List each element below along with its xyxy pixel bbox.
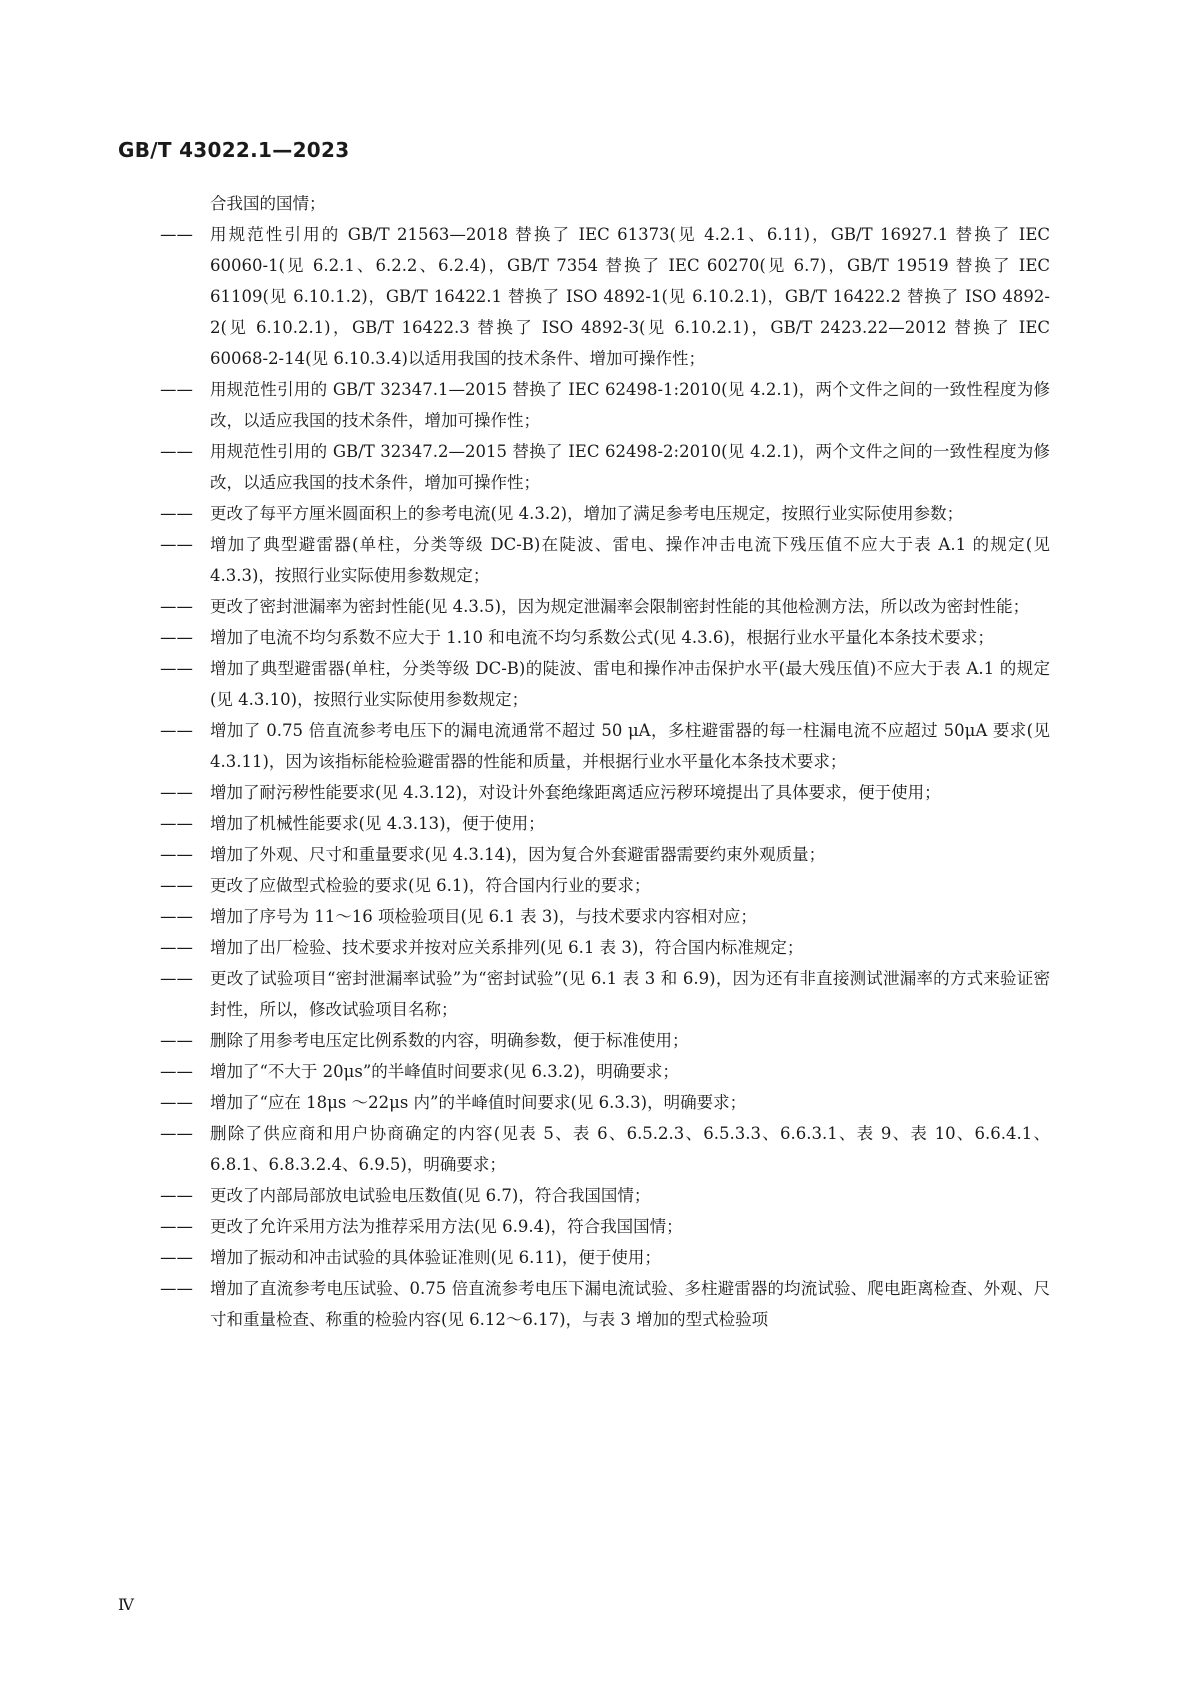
list-item <box>160 901 1050 932</box>
dash-bullet: —— <box>160 938 193 957</box>
list-item-text: 更改了密封泄漏率为密封性能(见 4.3.5)，因为规定泄漏率会限制密封性能的其他检测方法，所以改为密封性能； <box>210 597 1030 616</box>
list-item <box>160 932 1050 963</box>
list-item <box>160 1025 1050 1056</box>
dash-bullet: —— <box>160 442 193 461</box>
list-item-text: 增加了“应在 18μs ～22μs 内”的半峰值时间要求(见 6.3.3)，明确要求； <box>210 1093 747 1112</box>
dash-bullet: —— <box>160 1031 193 1050</box>
dash-bullet: —— <box>160 1217 193 1236</box>
dash-bullet: —— <box>160 659 193 678</box>
dash-bullet: —— <box>160 845 193 864</box>
list-item-text: 增加了典型避雷器(单柱，分类等级 DC-B)在陡波、雷电、操作冲击电流下残压值不应大于表 A.1 的规定(见 4.3.3)，按照行业实际使用参数规定； <box>210 535 1050 585</box>
dash-bullet: —— <box>160 535 193 554</box>
list-item <box>160 839 1050 870</box>
dash-bullet: —— <box>160 1062 193 1081</box>
continuation-text: 合我国的国情； <box>210 194 326 213</box>
dash-bullet: —— <box>160 969 193 988</box>
list-item-text: 增加了耐污秽性能要求(见 4.3.12)，对设计外套绝缘距离适应污秽环境提出了具体要求，便于使用； <box>210 783 941 802</box>
dash-bullet: —— <box>160 380 193 399</box>
dash-bullet: —— <box>160 721 193 740</box>
dash-bullet: —— <box>160 1248 193 1267</box>
list-item-text: 增加了直流参考电压试验、0.75 倍直流参考电压下漏电流试验、多柱避雷器的均流试验、爬电距离检查、外观、尺寸和重量检查、称重的检验内容(见 6.12～6.17)，与表 3 增加的型式检验项 <box>210 1279 1050 1329</box>
list-item-text: 增加了序号为 11～16 项检验项目(见 6.1 表 3)，与技术要求内容相对应； <box>210 907 757 926</box>
list-item <box>160 963 1050 1025</box>
list-item-text: 增加了“不大于 20μs”的半峰值时间要求(见 6.3.2)，明确要求； <box>210 1062 679 1081</box>
list-item-text: 更改了允许采用方法为推荐采用方法(见 6.9.4)，符合我国国情； <box>210 1217 683 1236</box>
dash-bullet: —— <box>160 783 193 802</box>
list-item-text: 更改了应做型式检验的要求(见 6.1)，符合国内行业的要求； <box>210 876 651 895</box>
dash-bullet: —— <box>160 814 193 833</box>
list-item-text: 更改了每平方厘米圆面积上的参考电流(见 4.3.2)，增加了满足参考电压规定，按照行业实际使用参数； <box>210 504 964 523</box>
list-item <box>160 715 1050 777</box>
list-item <box>160 653 1050 715</box>
list-item <box>160 870 1050 901</box>
list-item-text: 更改了试验项目“密封泄漏率试验”为“密封试验”(见 6.1 表 3 和 6.9)，因为还有非直接测试泄漏率的方式来验证密封性，所以，修改试验项目名称； <box>210 969 1050 1019</box>
dash-bullet: —— <box>160 225 193 244</box>
list-item-text: 用规范性引用的 GB/T 21563—2018 替换了 IEC 61373(见 4.2.1、6.11)，GB/T 16927.1 替换了 IEC 60060-1(见 6.2.1、6.2.2、6.2.4)，GB/T 7354 替换了 IEC 60270(见 6.7)，GB/T 19519 替换了 IEC 61109(见 6.10.1.2)，GB/T 16422.1 替换了 ISO 4892-1(见 6.10.2.1)，GB/T 16422.2 替换了 ISO 4892-2(见 6.10.2.1)，GB/T 16422.3 替换了 ISO 4892-3(见 6.10.2.1)，GB/T 2423.22—2012 替换了 IEC 60068-2-14(见 6.10.3.4)以适用我国的技术条件、增加可操作性； <box>210 225 1050 368</box>
change-list <box>160 219 1050 1335</box>
list-item-text: 增加了机械性能要求(见 4.3.13)，便于使用； <box>210 814 545 833</box>
dash-bullet: —— <box>160 1186 193 1205</box>
list-item-text: 增加了外观、尺寸和重量要求(见 4.3.14)，因为复合外套避雷器需要约束外观质量； <box>210 845 826 864</box>
list-item <box>160 591 1050 622</box>
list-item <box>160 498 1050 529</box>
list-item <box>160 1180 1050 1211</box>
list-item <box>160 219 1050 374</box>
list-item <box>160 529 1050 591</box>
dash-bullet: —— <box>160 504 193 523</box>
list-item-text: 更改了内部局部放电试验电压数值(见 6.7)，符合我国国情； <box>210 1186 651 1205</box>
list-item <box>160 808 1050 839</box>
list-item-text: 增加了典型避雷器(单柱，分类等级 DC-B)的陡波、雷电和操作冲击保护水平(最大残压值)不应大于表 A.1 的规定(见 4.3.10)，按照行业实际使用参数规定； <box>210 659 1050 709</box>
list-item <box>160 1056 1050 1087</box>
list-item <box>160 1087 1050 1118</box>
dash-bullet: —— <box>160 876 193 895</box>
list-item <box>160 374 1050 436</box>
list-item <box>160 622 1050 653</box>
list-item-text: 增加了出厂检验、技术要求并按对应关系排列(见 6.1 表 3)，符合国内标准规定； <box>210 938 804 957</box>
list-item <box>160 1242 1050 1273</box>
list-item-text: 删除了用参考电压定比例系数的内容，明确参数，便于标准使用； <box>210 1031 689 1050</box>
dash-bullet: —— <box>160 1124 193 1143</box>
list-item-text: 删除了供应商和用户协商确定的内容(见表 5、表 6、6.5.2.3、6.5.3.3、6.6.3.1、表 9、表 10、6.6.4.1、6.8.1、6.8.3.2.4、6.9.5)，明确要求； <box>210 1124 1050 1174</box>
dash-bullet: —— <box>160 907 193 926</box>
dash-bullet: —— <box>160 1279 193 1298</box>
dash-bullet: —— <box>160 597 193 616</box>
dash-bullet: —— <box>160 628 193 647</box>
list-item <box>160 1118 1050 1180</box>
document-body <box>160 188 1050 1335</box>
list-item-text: 用规范性引用的 GB/T 32347.1—2015 替换了 IEC 62498-1:2010(见 4.2.1)，两个文件之间的一致性程度为修改，以适应我国的技术条件，增加可操作性； <box>210 380 1050 430</box>
list-item-text: 增加了电流不均匀系数不应大于 1.10 和电流不均匀系数公式(见 4.3.6)，根据行业水平量化本条技术要求； <box>210 628 994 647</box>
page-number: Ⅳ <box>118 1595 134 1614</box>
list-item <box>160 436 1050 498</box>
list-item-text: 增加了振动和冲击试验的具体验证准则(见 6.11)，便于使用； <box>210 1248 661 1267</box>
list-item <box>160 1273 1050 1335</box>
standard-code-header: GB/T 43022.1—2023 <box>118 138 350 162</box>
list-item-text: 增加了 0.75 倍直流参考电压下的漏电流通常不超过 50 μA，多柱避雷器的每一柱漏电流不应超过 50μA 要求(见 4.3.11)，因为该指标能检验避雷器的性能和质量，并根据行业水平量化本条技术要求； <box>210 721 1050 771</box>
list-item <box>160 1211 1050 1242</box>
list-item-text: 用规范性引用的 GB/T 32347.2—2015 替换了 IEC 62498-2:2010(见 4.2.1)，两个文件之间的一致性程度为修改，以适应我国的技术条件，增加可操作性； <box>210 442 1050 492</box>
list-item <box>160 777 1050 808</box>
dash-bullet: —— <box>160 1093 193 1112</box>
